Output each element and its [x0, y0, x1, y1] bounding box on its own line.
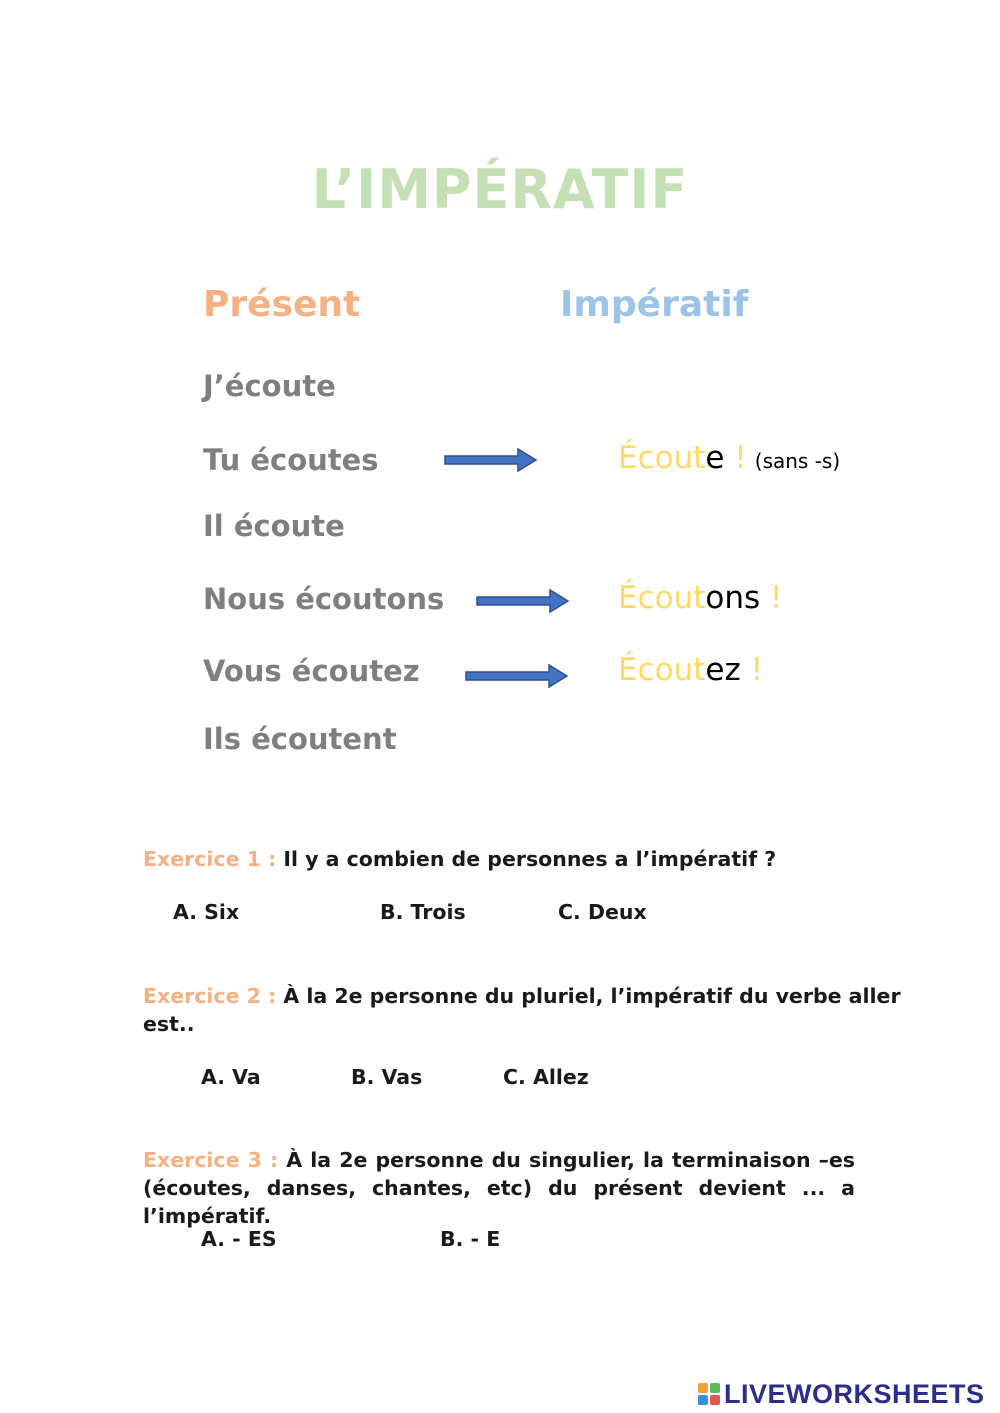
exercise-label: Exercice 2 : — [143, 984, 277, 1008]
imperatif-stem: Écout — [618, 580, 706, 616]
exclamation: ! — [724, 440, 747, 476]
exercise-1 — [143, 845, 776, 873]
exercise-1-option-a[interactable]: A. Six — [173, 900, 240, 924]
present-nous: Nous écoutons — [203, 582, 445, 616]
exercise-label: Exercice 1 : — [143, 847, 277, 871]
present-header: Présent — [203, 284, 361, 325]
exercise-3-option-b[interactable]: B. - E — [440, 1227, 501, 1251]
exercise-2-option-a[interactable]: A. Va — [201, 1065, 261, 1089]
present-ils: Ils écoutent — [203, 722, 397, 756]
exercise-question: Il y a combien de personnes a l’impératif ? — [283, 847, 777, 871]
exercise-question: À la 2e personne du singulier, la terminaison –es (écoutes, danses, chantes, etc) du présent devient ... a l’impératif. — [143, 1148, 856, 1228]
arrow-right-icon — [476, 588, 570, 614]
exercise-3 — [143, 1146, 855, 1230]
imperatif-nous — [618, 580, 782, 616]
imperatif-stem: Écout — [618, 652, 706, 688]
exercise-1-option-b[interactable]: B. Trois — [380, 900, 466, 924]
exercise-label: Exercice 3 : — [143, 1148, 279, 1172]
exercise-2 — [143, 982, 901, 1010]
exclamation: ! — [740, 652, 764, 688]
imperatif-ending: ons — [705, 580, 761, 616]
imperatif-header: Impératif — [560, 284, 749, 325]
exclamation: ! — [760, 580, 783, 616]
page-title: L’IMPÉRATIF — [311, 158, 689, 221]
present-vous: Vous écoutez — [203, 654, 420, 688]
exercise-question: À la 2e personne du pluriel, l’impératif du verbe aller — [283, 984, 901, 1008]
exercise-3-option-a[interactable]: A. - ES — [201, 1227, 277, 1251]
exercise-2-option-c[interactable]: C. Allez — [503, 1065, 589, 1089]
arrow-right-icon — [465, 663, 569, 689]
logo-icon — [698, 1383, 720, 1405]
present-je: J’écoute — [203, 369, 336, 403]
liveworksheets-logo — [698, 1378, 985, 1410]
logo-text: LIVEWORKSHEETS — [724, 1378, 985, 1409]
present-tu: Tu écoutes — [203, 443, 379, 477]
exercise-1-option-c[interactable]: C. Deux — [558, 900, 647, 924]
arrow-right-icon — [444, 447, 538, 473]
imperatif-vous — [618, 652, 763, 688]
imperatif-tu — [618, 440, 840, 476]
imperatif-note: (sans -s) — [754, 449, 841, 473]
imperatif-ending: ez — [705, 652, 741, 688]
exercise-2-option-b[interactable]: B. Vas — [351, 1065, 423, 1089]
exercise-2-continued: est.. — [143, 1012, 195, 1036]
imperatif-stem: Écout — [618, 440, 706, 476]
imperatif-ending: e — [705, 440, 725, 476]
present-il: Il écoute — [203, 509, 345, 543]
